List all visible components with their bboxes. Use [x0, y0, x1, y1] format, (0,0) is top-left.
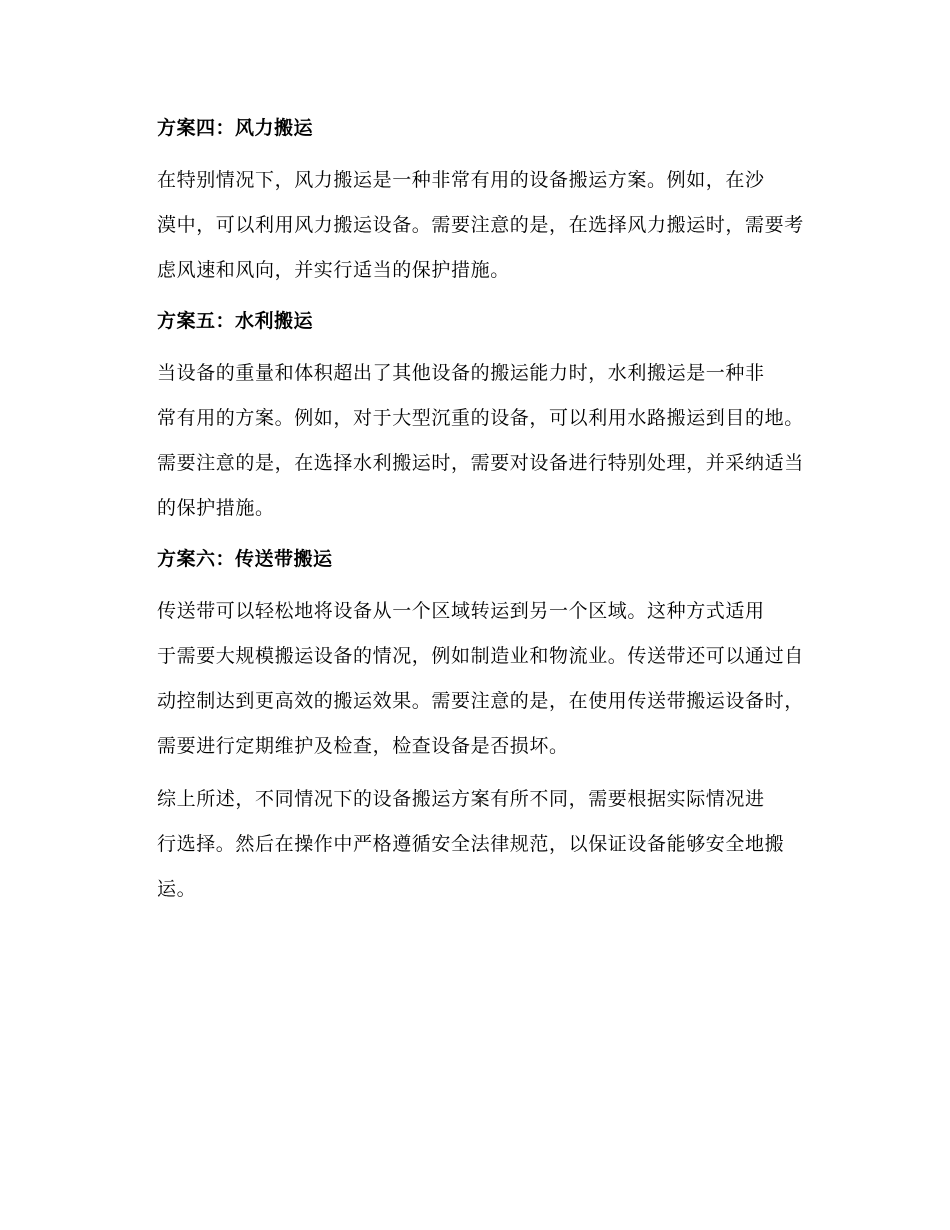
- paragraph-line: 需要进行定期维护及检查，检查设备是否损坏。: [157, 735, 569, 757]
- conclusion-paragraph: [113, 777, 832, 912]
- paragraph-line: 需要注意的是，在选择水利搬运时，需要对设备进行特别处理，并采纳适当: [157, 452, 804, 474]
- paragraph-line: 虑风速和风向，并实行适当的保护措施。: [157, 259, 510, 281]
- paragraph-line: 的保护措施。: [157, 497, 275, 519]
- paragraph-line: 运。: [157, 878, 197, 900]
- paragraph-line: 综上所述，不同情况下的设备搬运方案有所不同，需要根据实际情况进: [157, 788, 765, 810]
- paragraph-line: 行选择。然后在操作中严格遵循安全法律规范，以保证设备能够安全地搬: [157, 833, 785, 855]
- section-paragraph-5: [113, 351, 832, 531]
- section-paragraph-4: [113, 158, 832, 293]
- paragraph-line: 传送带可以轻松地将设备从一个区域转运到另一个区域。这种方式适用: [157, 600, 765, 622]
- section-heading-4: 方案四：风力搬运: [157, 117, 314, 139]
- section-paragraph-6: [113, 589, 832, 769]
- paragraph-line: 当设备的重量和体积超出了其他设备的搬运能力时，水利搬运是一种非: [157, 362, 765, 384]
- paragraph-line: 于需要大规模搬运设备的情况，例如制造业和物流业。传送带还可以通过自: [157, 645, 804, 667]
- section-heading-6: 方案六：传送带搬运: [157, 548, 333, 570]
- paragraph-line: 在特别情况下，风力搬运是一种非常有用的设备搬运方案。例如，在沙: [157, 169, 765, 191]
- paragraph-line: 漠中，可以利用风力搬运设备。需要注意的是，在选择风力搬运时，需要考: [157, 214, 804, 236]
- paragraph-line: 动控制达到更高效的搬运效果。需要注意的是，在使用传送带搬运设备时，: [157, 690, 804, 712]
- section-heading-5: 方案五：水利搬运: [157, 310, 314, 332]
- paragraph-line: 常有用的方案。例如，对于大型沉重的设备，可以利用水路搬运到目的地。: [157, 407, 804, 429]
